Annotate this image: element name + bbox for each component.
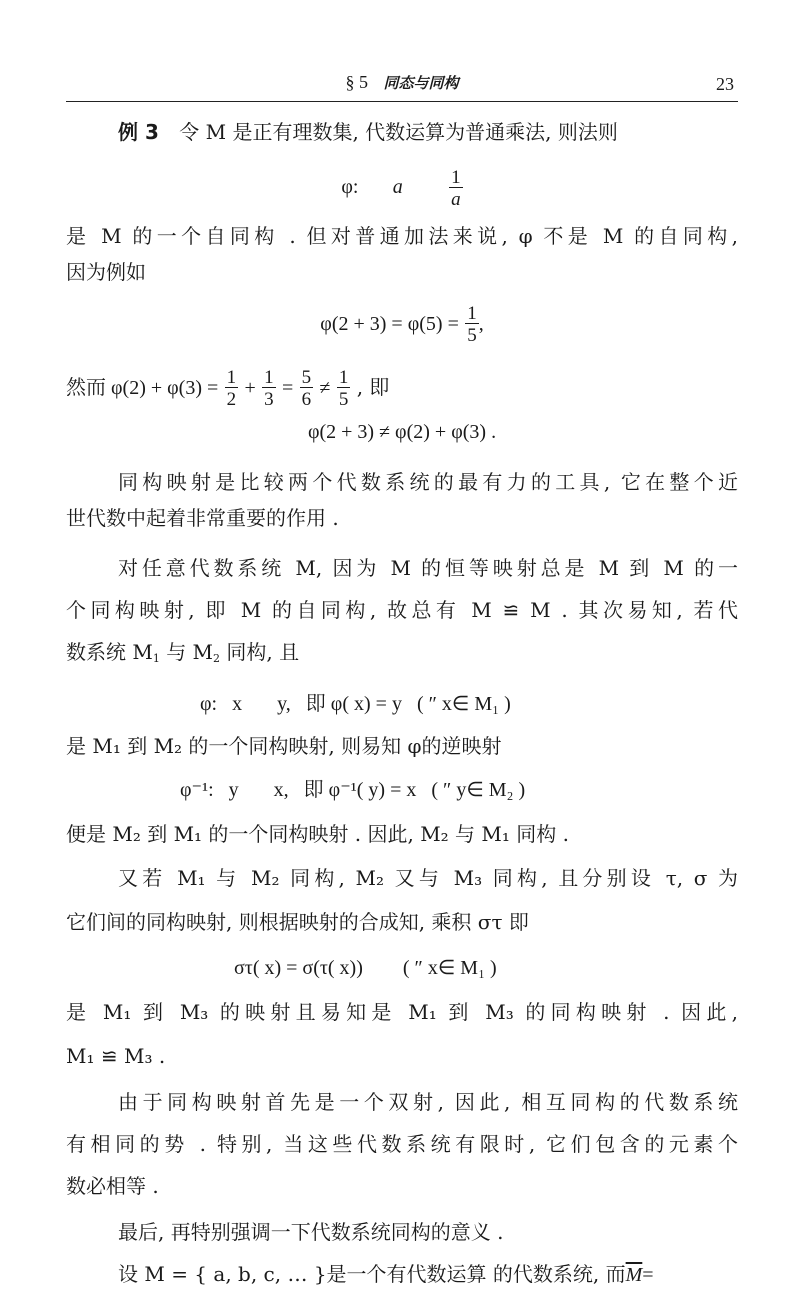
example-intro-line: [118, 118, 618, 146]
equation-3: φ: x y, 即 φ( x) = y ( ″ x∈ M₁ ): [200, 693, 511, 715]
paragraph-line: M₁ ≌ M₃ .: [66, 1044, 166, 1068]
text-span: 与 M: [159, 640, 214, 664]
paragraph-line: 由于同构映射首先是一个双射, 因此, 相互同构的代数系统: [118, 1090, 738, 1114]
text-span: 设 M = { a, b, c, … }是一个有代数运算 的代数系统, 而: [118, 1262, 626, 1286]
text-span: 同构, 且: [220, 640, 300, 664]
m-bar-symbol: $\overline{M}$: [625, 1264, 643, 1286]
paragraph-line: [118, 1260, 654, 1288]
paragraph-line: 又若 M₁ 与 M₂ 同构, M₂ 又与 M₃ 同构, 且分别设 τ, σ 为: [118, 866, 738, 890]
paragraph-line: [66, 638, 299, 666]
equation-text: , 即: [356, 375, 390, 399]
frac-den: 6: [301, 389, 312, 410]
text-span: 数系统 M: [66, 640, 153, 664]
operator: =: [642, 1264, 654, 1286]
frac-den: 2: [226, 389, 237, 410]
running-header: [66, 70, 738, 98]
fraction: [465, 304, 479, 345]
text-line: 因为例如: [66, 260, 146, 284]
operator: +: [244, 377, 256, 399]
frac-num: 1: [338, 367, 349, 388]
subscript: 2: [213, 652, 221, 665]
paragraph-line: 是 M₁ 到 M₃ 的映射且易知是 M₁ 到 M₃ 的同构映射 . 因此,: [66, 1000, 738, 1024]
operator: =: [282, 377, 294, 399]
frac-den: 5: [467, 325, 477, 346]
frac-den: 3: [264, 389, 274, 410]
fraction: [300, 368, 314, 409]
frac-num: 1: [451, 167, 461, 188]
inequality-line: [66, 368, 389, 412]
frac-den: 5: [338, 389, 349, 410]
equation-5: στ( x) = σ(τ( x)) ( ″ x∈ M₁ ): [234, 957, 497, 979]
frac-num: 1: [226, 367, 237, 388]
page-number: 23: [716, 74, 734, 94]
equation-4: φ⁻¹: y x, 即 φ⁻¹( y) = x ( ″ y∈ M₂ ): [180, 779, 526, 801]
map-arg: a: [392, 176, 403, 198]
equation-text: φ(2 + 3) = φ(5) =: [320, 313, 459, 335]
text-line: 是 M 的一个自同构 . 但对普通加法来说, φ 不是 M 的自同构,: [66, 224, 738, 248]
map-definition: [66, 168, 738, 212]
paragraph-line: 对任意代数系统 M, 因为 M 的恒等映射总是 M 到 M 的一: [118, 556, 738, 580]
paragraph-line: 数必相等 .: [66, 1174, 159, 1198]
running-header-title: [66, 72, 738, 93]
equation-1: [66, 304, 738, 348]
section-title: 同态与同构: [383, 74, 459, 92]
section-number: § 5: [345, 72, 369, 92]
paragraph-line: 便是 M₂ 到 M₁ 的一个同构映射 . 因此, M₂ 与 M₁ 同构 .: [66, 822, 569, 846]
example-label: 例 3: [118, 120, 159, 144]
paragraph-line: 世代数中起着非常重要的作用 .: [66, 506, 339, 530]
paragraph-line: 同构映射是比较两个代数系统的最有力的工具, 它在整个近: [118, 470, 738, 494]
paragraph-line: 它们间的同构映射, 则根据映射的合成知, 乘积 στ 即: [66, 910, 529, 934]
equation-text: 然而 φ(2) + φ(3) =: [66, 377, 219, 399]
frac-num: 1: [467, 303, 477, 324]
paragraph-line: 有相同的势 . 特别, 当这些代数系统有限时, 它们包含的元素个: [66, 1132, 738, 1156]
subscript: 1: [152, 652, 160, 665]
frac-num: 1: [264, 367, 274, 388]
fraction-one-over-a: [449, 168, 463, 209]
paragraph-line: 是 M₁ 到 M₂ 的一个同构映射, 则易知 φ的逆映射: [66, 734, 502, 758]
fraction: [225, 368, 239, 409]
paragraph-line: 个同构映射, 即 M 的自同构, 故总有 M ≌ M . 其次易知, 若代: [66, 598, 738, 622]
paragraph-line: 最后, 再特别强调一下代数系统同构的意义 .: [118, 1220, 504, 1244]
operator: ≠: [319, 377, 331, 399]
frac-num: 5: [301, 367, 312, 388]
fraction: [262, 368, 276, 409]
example-text: 令 M 是正有理数集, 代数运算为普通乘法, 则法则: [179, 120, 618, 144]
equation-punct: ,: [478, 313, 484, 335]
equation-2: φ(2 + 3) ≠ φ(2) + φ(3) .: [307, 421, 497, 443]
fraction: [337, 368, 351, 409]
frac-den: a: [451, 189, 461, 210]
header-rule: [66, 101, 738, 102]
map-phi: φ:: [341, 176, 359, 198]
